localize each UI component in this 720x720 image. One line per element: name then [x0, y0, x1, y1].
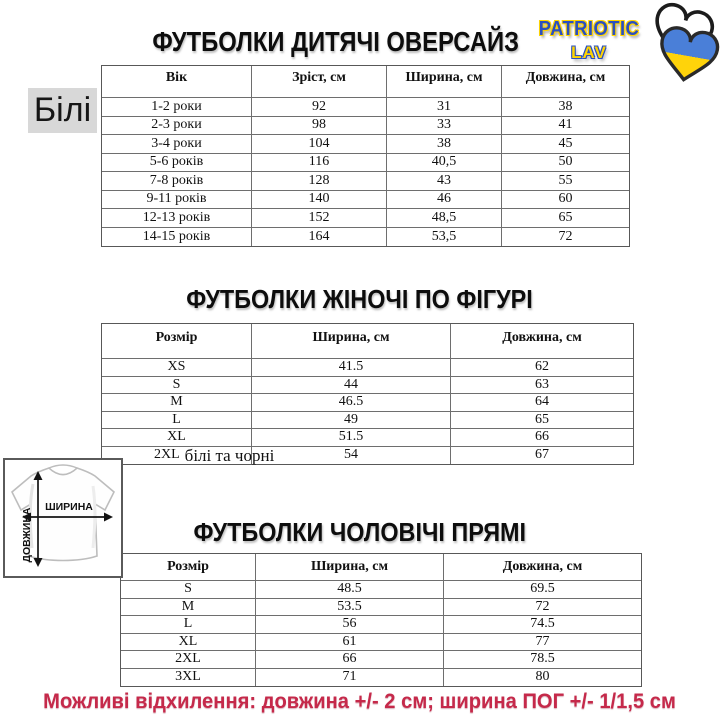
table-row [102, 191, 629, 210]
table-row [121, 669, 641, 687]
table-cell: 152 [252, 209, 387, 228]
table-cell: 65 [502, 209, 629, 228]
table-cell: 65 [451, 412, 633, 430]
table-cell: 46.5 [252, 394, 451, 412]
table-cell: 5-6 років [102, 154, 252, 173]
size-table-men [120, 553, 642, 687]
table-header-row [102, 66, 629, 98]
table-cell: 54 [252, 447, 451, 465]
table-header-cell: Розмір [102, 324, 252, 359]
table-cell: 38 [387, 135, 502, 154]
table-cell: 48.5 [256, 581, 444, 599]
table-cell: 67 [535, 447, 549, 463]
table-cell: 12-13 років [102, 209, 252, 228]
table-cell: 63 [451, 377, 633, 395]
table-row [121, 651, 641, 669]
size-table-women [101, 323, 634, 465]
table-cell: 2XL [121, 651, 256, 669]
table-cell: 53,5 [387, 228, 502, 247]
table-cell: 72 [444, 599, 641, 617]
table-cell: 69.5 [444, 581, 641, 599]
variant-label-white: Білі [28, 88, 97, 133]
table-row [121, 634, 641, 652]
table-row [102, 172, 629, 191]
table-cell: 71 [256, 669, 444, 687]
table-cell: 41.5 [252, 359, 451, 377]
table-header-row [121, 554, 641, 581]
table-cell: 51.5 [252, 429, 451, 447]
table-cell: 1-2 роки [102, 98, 252, 117]
table-cell: 38 [502, 98, 629, 117]
table-cell: 40,5 [387, 154, 502, 173]
table-row [102, 394, 633, 412]
size-color-note: білі та чорні [184, 445, 275, 465]
table-cell: 80 [535, 669, 550, 685]
size-table-kids [101, 65, 630, 247]
table-row [102, 117, 629, 136]
table-cell: 44 [252, 377, 451, 395]
table-cell: 164 [252, 228, 387, 247]
tshirt-measurement-diagram [3, 458, 123, 578]
table-cell: 43 [387, 172, 502, 191]
table-cell: 50 [502, 154, 629, 173]
table-cell: 116 [252, 154, 387, 173]
table-cell: S [121, 581, 256, 599]
tolerance-note [0, 690, 720, 714]
title-men-text: ФУТБОЛКИ ЧОЛОВІЧІ ПРЯМІ [193, 517, 527, 547]
table-cell: XL [121, 634, 256, 652]
table-row [121, 616, 641, 634]
table-cell: 66 [451, 429, 633, 447]
table-row [102, 98, 629, 117]
table-cell: 128 [252, 172, 387, 191]
table-header-cell: Ширина, см [256, 554, 444, 581]
table-cell: 9-11 років [102, 191, 252, 210]
table-row [102, 429, 633, 447]
brand-subname: LAV [571, 43, 607, 62]
table-cell: 61 [256, 634, 444, 652]
table-cell: 14-15 років [102, 228, 252, 247]
table-cell: 62 [451, 359, 633, 377]
table-cell: M [121, 599, 256, 617]
table-cell: 56 [256, 616, 444, 634]
table-header-cell: Довжина, см [451, 324, 633, 359]
table-row [102, 412, 633, 430]
table-row [102, 154, 629, 173]
table-cell: 104 [252, 135, 387, 154]
tolerance-note-text: Можливі відхилення: довжина +/- 2 см; ширина ПОГ +/- 1/1,5 см [43, 690, 677, 713]
title-women-section [0, 284, 720, 315]
table-row [121, 599, 641, 617]
table-cell: 72 [558, 228, 573, 244]
table-cell: 55 [502, 172, 629, 191]
table-cell: 7-8 років [102, 172, 252, 191]
ukraine-hearts-icon [626, 2, 720, 90]
title-women-text: ФУТБОЛКИ ЖІНОЧІ ПО ФІГУРІ [186, 284, 534, 314]
table-cell: 48,5 [387, 209, 502, 228]
table-cell: 140 [252, 191, 387, 210]
table-row [121, 581, 641, 599]
table-cell: 78.5 [444, 651, 641, 669]
table-cell: 41 [502, 117, 629, 136]
table-cell: 2XL білі та чорні [102, 447, 252, 465]
table-row [102, 228, 629, 247]
table-header-cell: Довжина, см [502, 66, 629, 98]
table-row [102, 359, 633, 377]
length-arrow-label: ДОВЖИНА [21, 507, 33, 563]
table-cell: L [102, 412, 252, 430]
table-header-cell: Ширина, см [387, 66, 502, 98]
table-cell: 46 [387, 191, 502, 210]
table-cell: 66 [256, 651, 444, 669]
table-header-cell: Довжина, см [444, 554, 641, 581]
table-cell: XS [102, 359, 252, 377]
table-row [102, 135, 629, 154]
title-kids-text: ФУТБОЛКИ ДИТЯЧІ ОВЕРСАЙЗ [152, 26, 520, 57]
table-cell: 74.5 [444, 616, 641, 634]
brand-name: PATRIOTIC [538, 18, 640, 40]
table-cell: 77 [444, 634, 641, 652]
table-cell: 3-4 роки [102, 135, 252, 154]
table-cell: L [121, 616, 256, 634]
table-header-cell: Розмір [121, 554, 256, 581]
width-arrow-label: ШИРИНА [45, 501, 93, 513]
table-header-cell: Зріст, см [252, 66, 387, 98]
tshirt-drawing [5, 460, 121, 576]
table-cell: 33 [387, 117, 502, 136]
table-header-cell: Ширина, см [252, 324, 451, 359]
table-cell: XL [102, 429, 252, 447]
table-row [102, 377, 633, 395]
table-cell: M [102, 394, 252, 412]
table-header-cell: Вік [102, 66, 252, 98]
table-cell: 45 [502, 135, 629, 154]
table-header-row [102, 324, 633, 359]
table-cell: 53.5 [256, 599, 444, 617]
table-cell: 92 [252, 98, 387, 117]
table-cell: 98 [252, 117, 387, 136]
table-row [102, 209, 629, 228]
table-cell: 2-3 роки [102, 117, 252, 136]
table-row [102, 447, 633, 465]
table-cell: 60 [502, 191, 629, 210]
table-cell: 31 [387, 98, 502, 117]
table-cell: S [102, 377, 252, 395]
table-cell: 64 [451, 394, 633, 412]
table-cell: 49 [252, 412, 451, 430]
table-cell: 3XL [121, 669, 256, 687]
